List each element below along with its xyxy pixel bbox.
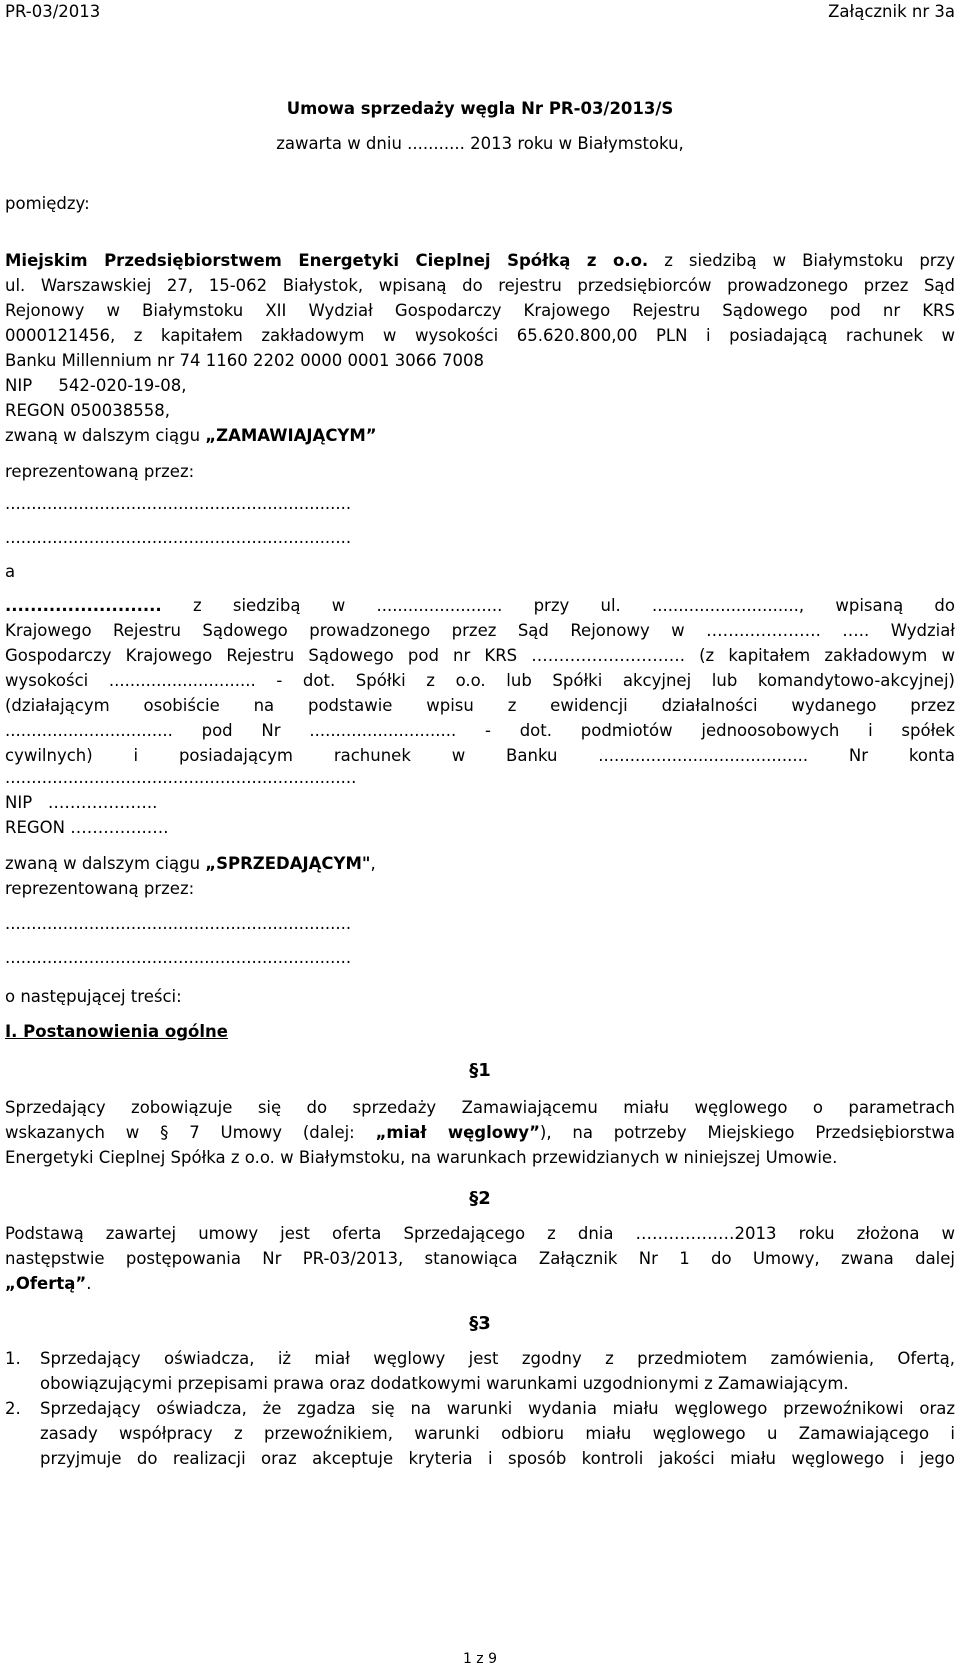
party1-rep-dots-2: ..................................................................	[5, 528, 352, 547]
party2-represented: reprezentowaną przez:	[5, 879, 195, 898]
p1-line3: Energetyki Cieplnej Spółka z o.o. w Białymstoku, na warunkach przewidzianych w niniejszej Umowie.	[5, 1148, 838, 1167]
party1-called-prefix: zwaną w dalszym ciągu	[5, 426, 206, 445]
party1-role: „ZAMAWIAJĄCYM”	[205, 426, 377, 445]
p3-item2-line1: Sprzedający oświadcza, że zgadza się na warunki wydania miału węglowego przewoźnikowi oraz	[40, 1399, 955, 1418]
party2-line1	[5, 592, 955, 619]
party2-rep-dots-1: ..................................................................	[5, 914, 352, 933]
party2-line7: cywilnych) i posiadającym rachunek w Banku ........................................ Nr konta	[5, 746, 955, 765]
p2-line3	[5, 1270, 955, 1297]
party1-name: Miejskim Przedsiębiorstwem Energetyki Cieplnej Spółką z o.o.	[5, 251, 649, 270]
content-intro: o następującej treści:	[5, 987, 182, 1006]
party2-called-suffix: ,	[370, 854, 376, 873]
party2-nip: NIP ………………..	[5, 793, 158, 812]
party1-line1	[5, 247, 955, 274]
p3-item2-line3: przyjmuje do realizacji oraz akceptuje kryteria i sposób kontroli jakości miału węglowego i jego	[40, 1449, 955, 1468]
party2-seat: z siedzibą w ........................ przy ul. ............................, wpisaną do	[161, 596, 955, 615]
p1-line2-c: ), na potrzeby Miejskiego Przedsiębiorstwa	[539, 1123, 956, 1142]
party1-bank: Banku Millennium nr 74 1160 2202 0000 0001 3066 7008	[5, 351, 484, 370]
p3-item1-line2: obowiązującymi przepisami prawa oraz dodatkowymi warunkami uzgodnionymi z Zamawiającym.	[40, 1374, 849, 1393]
party2-line3: Gospodarczy Krajowego Rejestru Sądowego pod nr KRS ………………………. (z kapitałem zakładowym w	[5, 646, 955, 665]
p2-line3-end: .	[86, 1274, 92, 1293]
paragraph-3-mark: §3	[469, 1313, 491, 1334]
party2-rep-dots-2: ..................................................................	[5, 948, 352, 967]
party2-role: „SPRZEDAJĄCYM"	[205, 854, 371, 873]
party2-regon: REGON …………..….	[5, 818, 169, 837]
party2-name-blank: .........................	[5, 596, 162, 615]
p1-line1: Sprzedający zobowiązuje się do sprzedaży Zamawiającemu miału węglowego o parametrach	[5, 1098, 955, 1117]
party1-nip: NIP 542-020-19-08,	[5, 376, 187, 395]
party2-line6: ................................ pod Nr ............................ - dot. podmiotów jednoosobowych i spółek	[5, 721, 955, 740]
document-title: Umowa sprzedaży węgla Nr PR-03/2013/S	[286, 99, 674, 118]
header-attachment: Załącznik nr 3a	[828, 2, 955, 21]
paragraph-2-mark: §2	[469, 1188, 491, 1209]
party1-rep-dots-1: ..................................................................	[5, 494, 352, 513]
party1-line4: 0000121456, z kapitałem zakładowym w wysokości 65.620.800,00 PLN i posiadającą rachunek w	[5, 326, 955, 345]
party1-line3: Rejonowy w Białymstoku XII Wydział Gospodarczy Krajowego Rejestru Sądowego pod nr KRS	[5, 301, 955, 320]
party2-line4: wysokości ............................ - dot. Spółki z o.o. lub Spółki akcyjnej lub komandytowo-akcyjnej)	[5, 671, 955, 690]
party2-line2: Krajowego Rejestru Sądowego prowadzonego przez Sąd Rejonowy w ……..…………. ….. Wydział	[5, 621, 955, 640]
p3-item1-line1: Sprzedający oświadcza, iż miał węglowy jest zgodny z przedmiotem zamówienia, Ofertą,	[40, 1349, 955, 1368]
page-number: 1 z 9	[462, 1651, 498, 1667]
party2-called-prefix: zwaną w dalszym ciągu	[5, 854, 206, 873]
between-label: pomiędzy:	[5, 194, 90, 213]
p3-item2-number: 2.	[5, 1399, 21, 1418]
document-subtitle: zawarta w dniu ........... 2013 roku w Białymstoku,	[276, 134, 684, 153]
party1-seat: z siedzibą w Białymstoku przy	[648, 251, 956, 270]
p2-line1: Podstawą zawartej umowy jest oferta Sprzedającego z dnia ………………2013 roku złożona w	[5, 1224, 955, 1243]
header-doc-number: PR-03/2013	[5, 2, 101, 21]
party1-regon: REGON 050038558,	[5, 401, 170, 420]
party1-represented: reprezentowaną przez:	[5, 462, 195, 481]
p2-defined-term: „Ofertą”	[5, 1274, 87, 1293]
party2-account-dots: ...................................................................	[5, 768, 357, 787]
p1-line2-a: wskazanych w § 7 Umowy (dalej:	[5, 1123, 376, 1142]
p3-item2-line2: zasady współpracy z przewoźnikiem, warunki odbioru miału węglowego u Zamawiającego i	[40, 1424, 955, 1443]
p2-line2: następstwie postępowania Nr PR-03/2013, stanowiąca Załącznik Nr 1 do Umowy, zwana dalej	[5, 1249, 955, 1268]
p1-defined-term: „miał węglowy”	[375, 1123, 540, 1142]
p1-line2	[5, 1119, 955, 1146]
section-heading: I. Postanowienia ogólne	[5, 1022, 228, 1041]
p3-item1-number: 1.	[5, 1349, 21, 1368]
party1-line2: ul. Warszawskiej 27, 15-062 Białystok, wpisaną do rejestru przedsiębiorców prowadzonego przez Sąd	[5, 276, 955, 295]
party2-line5: (działającym osobiście na podstawie wpisu z ewidencji działalności wydanego przez	[5, 696, 955, 715]
party2-called	[5, 850, 955, 877]
party1-called	[5, 422, 955, 449]
and-label: a	[5, 562, 16, 581]
paragraph-1-mark: §1	[469, 1060, 491, 1081]
